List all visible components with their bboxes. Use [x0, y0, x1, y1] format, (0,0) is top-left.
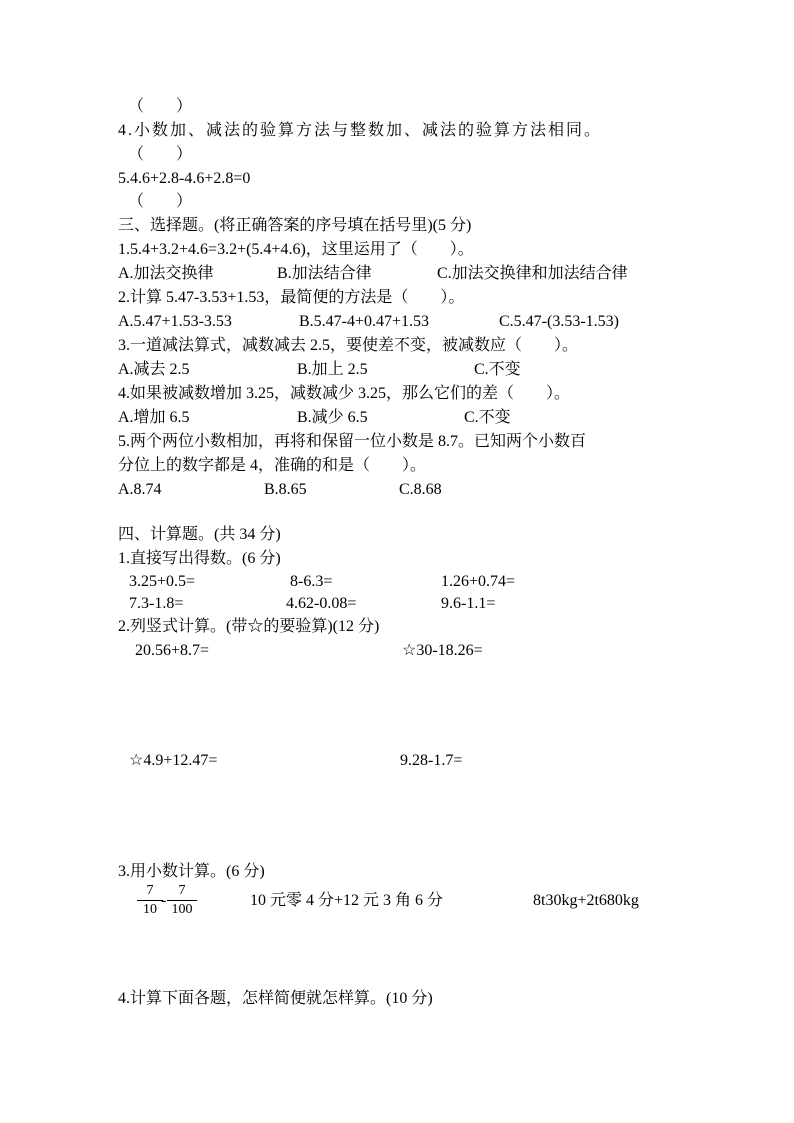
option-b: B.加法结合律 [277, 265, 372, 282]
option-c: C.不变 [474, 361, 521, 378]
weight-problem: 8t30kg+2t680kg [533, 892, 639, 909]
vertical-problem: 9.28-1.7= [400, 752, 463, 769]
part-title: 1.直接写出得数。(6 分) [118, 550, 281, 567]
question-stem: 1.5.4+3.2+4.6=3.2+(5.4+4.6)，这里运用了（ ）。 [118, 241, 474, 258]
oral-problem: 1.26+0.74= [441, 573, 516, 590]
vertical-problem: ☆4.9+12.47= [129, 752, 218, 769]
oral-problem: 7.3-1.8= [129, 595, 184, 612]
oral-problem: 4.62-0.08= [286, 595, 357, 612]
option-b: B.5.47-4+0.47+1.53 [299, 313, 430, 330]
option-c: C.不变 [464, 409, 511, 426]
oral-problem: 8-6.3= [290, 573, 333, 590]
question-text: 4.小数加、减法的验算方法与整数加、减法的验算方法相同。 [118, 122, 603, 139]
option-c: C.5.47-(3.53-1.53) [499, 313, 619, 330]
question-stem: 2.计算 5.47-3.53+1.53，最简便的方法是（ ）。 [118, 289, 465, 306]
oral-problem: 3.25+0.5= [129, 573, 196, 590]
option-b: B.加上 2.5 [297, 361, 368, 378]
fraction-seven-hundredths [167, 883, 197, 918]
question-text: 5.4.6+2.8-4.6+2.8=0 [118, 170, 251, 187]
option-c: C.8.68 [399, 481, 442, 498]
fraction-denominator: 100 [171, 902, 193, 917]
answer-paren: （ ） [128, 146, 193, 163]
fraction-denominator: 10 [143, 902, 157, 917]
question-stem: 4.如果被减数增加 3.25，减数减少 3.25，那么它们的差（ ）。 [118, 385, 571, 402]
fraction-bar [137, 900, 163, 901]
option-b: B.减少 6.5 [297, 409, 368, 426]
option-a: A.5.47+1.53-3.53 [118, 313, 232, 330]
part-title: 3.用小数计算。(6 分) [118, 863, 265, 880]
minus-sign: - [161, 892, 167, 909]
fraction-seven-tenths [137, 883, 163, 918]
vertical-problem: ☆30-18.26= [402, 642, 483, 659]
question-stem: 5.两个两位小数相加，再将和保留一位小数是 8.7。已知两个小数百 [118, 433, 587, 450]
option-a: A.加法交换律 [118, 265, 214, 282]
vertical-problem: 20.56+8.7= [135, 642, 210, 659]
fraction-numerator: 7 [146, 883, 154, 898]
oral-problem: 9.6-1.1= [441, 595, 496, 612]
answer-paren: （ ） [128, 193, 193, 210]
part-title: 4.计算下面各题，怎样简便就怎样算。(10 分) [118, 990, 433, 1007]
section-heading: 三、选择题。(将正确答案的序号填在括号里)(5 分) [118, 217, 472, 234]
option-a: A.增加 6.5 [118, 409, 190, 426]
part-title: 2.列竖式计算。(带☆的要验算)(12 分) [118, 618, 380, 635]
option-b: B.8.65 [264, 481, 307, 498]
money-problem: 10 元零 4 分+12 元 3 角 6 分 [250, 892, 444, 909]
question-stem: 3.一道减法算式，减数减去 2.5，要使差不变，被减数应（ ）。 [118, 337, 579, 354]
fraction-bar [167, 900, 197, 901]
question-stem-continued: 分位上的数字都是 4，准确的和是（ ）。 [118, 457, 427, 474]
option-c: C.加法交换律和加法结合律 [437, 265, 628, 282]
section-heading: 四、计算题。(共 34 分) [118, 526, 281, 543]
option-a: A.减去 2.5 [118, 361, 190, 378]
option-a: A.8.74 [118, 481, 162, 498]
answer-paren: （ ） [128, 98, 193, 115]
fraction-numerator: 7 [178, 883, 186, 898]
